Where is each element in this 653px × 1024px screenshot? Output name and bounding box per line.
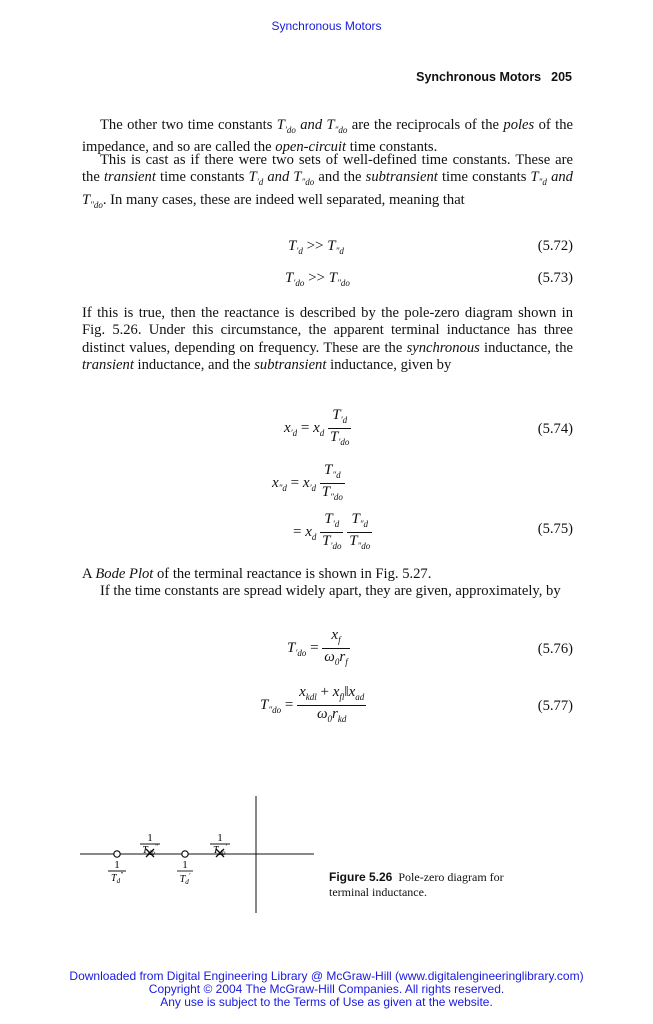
- emphasis: poles: [503, 117, 535, 133]
- figure-caption: [329, 870, 539, 900]
- text-run: If this is true, then the reactance is described by the pole-zero diagram shown in Fig. 5.26. Under this circumstance, the apparent terminal inductance has three distinct values, depending on frequency. These are the: [82, 305, 573, 356]
- text-run: are the reciprocals of the: [347, 117, 504, 133]
- text-run: and the: [314, 169, 366, 186]
- math-inline: $T_{''d}$ and $T_{''do}$: [82, 169, 573, 210]
- zero-marker: [182, 851, 188, 857]
- label-one: 1: [147, 832, 153, 844]
- paragraph-bode-plot: [82, 566, 573, 583]
- emphasis: subtransient: [365, 169, 438, 186]
- text-run: time constants.: [346, 139, 438, 156]
- equation-number: (5.77): [537, 698, 573, 714]
- label-Td-dprime: $T_d''$: [111, 871, 123, 885]
- emphasis: open-circuit: [275, 139, 347, 156]
- text-run: . In many cases, these are indeed well separated, meaning that: [102, 191, 465, 208]
- equation-body: $T_{''do}$ = $\frac{x_{kdl} + x_{fl}‖x_{ad}}{\omega_0r_{kd}}$: [260, 684, 365, 724]
- equation-body: $T_{'do} >> T_{''do}$: [285, 270, 350, 288]
- text-run: The other two time constants: [100, 117, 277, 133]
- text-run: inductance, given by: [326, 356, 452, 373]
- text-run: A: [82, 566, 96, 582]
- emphasis: transient: [82, 356, 134, 373]
- footer-copyright[interactable]: Copyright © 2004 The McGraw-Hill Companies. All rights reserved.: [148, 982, 505, 996]
- equation-body: $T_{'d} >> T_{''d}$: [288, 238, 344, 256]
- math-inline: $T_{'do}$ and $T_{''do}$: [276, 117, 348, 135]
- figure-caption-text: Pole-zero diagram for terminal inductance.: [329, 870, 504, 899]
- equation-number: (5.74): [537, 421, 573, 437]
- running-head-title: Synchronous Motors: [416, 70, 542, 84]
- emphasis: transient: [104, 169, 156, 186]
- text-run: inductance, and the: [133, 356, 255, 373]
- label-one: 1: [182, 859, 188, 871]
- text-run: inductance, the: [479, 339, 573, 356]
- paragraph-approximation: If the time constants are spread widely apart, they are given, approximately, by: [100, 583, 561, 599]
- equation-number: (5.72): [537, 238, 573, 254]
- paragraph-pole-zero: [82, 305, 573, 374]
- zero-marker: [114, 851, 120, 857]
- emphasis: synchronous: [406, 339, 480, 356]
- equation-number: (5.73): [537, 270, 573, 286]
- text-run: of the impedance, and so are called the: [82, 117, 573, 156]
- equation-number: (5.75): [537, 521, 573, 537]
- page-number: 205: [551, 70, 572, 84]
- math-inline: $T_{'d}$ and $T_{''do}$: [248, 169, 315, 188]
- paragraph-transient: [82, 152, 573, 214]
- figure-label: Figure 5.26: [329, 870, 393, 884]
- label-one: 1: [114, 859, 120, 871]
- text-run: of the terminal reactance is shown in Fig. 5.27.: [153, 566, 432, 582]
- equation-body: $x_{'d} = x_d$ $\frac{T_{'d}}{T_{'do}}$: [284, 407, 350, 447]
- equation-body: $T_{'do}$ = $\frac{x_f}{\omega_0r_f}$: [287, 627, 348, 667]
- equation-5-77: [82, 682, 573, 726]
- equation-5-76: [82, 625, 573, 669]
- equation-number: (5.76): [537, 641, 573, 657]
- equation-5-75: [82, 509, 573, 553]
- equation-5-72: [82, 238, 573, 260]
- equation-body: = $x_d$ $\frac{T_{'d}}{T_{'do}}$ $\frac{T_{''d}}{T_{''do}}$: [293, 511, 371, 551]
- top-banner[interactable]: Synchronous Motors: [271, 19, 382, 33]
- label-one: 1: [217, 832, 223, 844]
- text-run: This is cast as if there were two sets of well-defined time constants. These are the: [82, 152, 573, 186]
- label-Tdo-dprime: $T_{do}''$: [142, 843, 158, 857]
- text-run: time constants: [155, 169, 249, 186]
- label-Td-prime: $T_d'$: [179, 872, 191, 886]
- text-run: time constants: [437, 169, 531, 186]
- equation-5-74: [82, 405, 573, 449]
- label-Tdo-prime: $T_{do}'$: [212, 843, 228, 857]
- equation-subtransient-reactance: [82, 460, 573, 504]
- equation-body: $x_{''d} = x_{'d}$ $\frac{T_{''d}}{T_{''do}}$: [272, 462, 343, 502]
- emphasis: subtransient: [254, 356, 327, 373]
- emphasis: Bode Plot: [95, 566, 154, 582]
- equation-5-73: [82, 270, 573, 292]
- footer: [0, 970, 653, 1009]
- running-head: [416, 70, 572, 84]
- footer-download-link[interactable]: Downloaded from Digital Engineering Library @ McGraw-Hill (www.digitalengineeringlibrary.com): [69, 969, 584, 983]
- paragraph-time-constants: [82, 117, 573, 157]
- pole-zero-diagram: [80, 792, 320, 917]
- footer-terms-link[interactable]: Any use is subject to the Terms of Use as given at the website.: [160, 995, 493, 1009]
